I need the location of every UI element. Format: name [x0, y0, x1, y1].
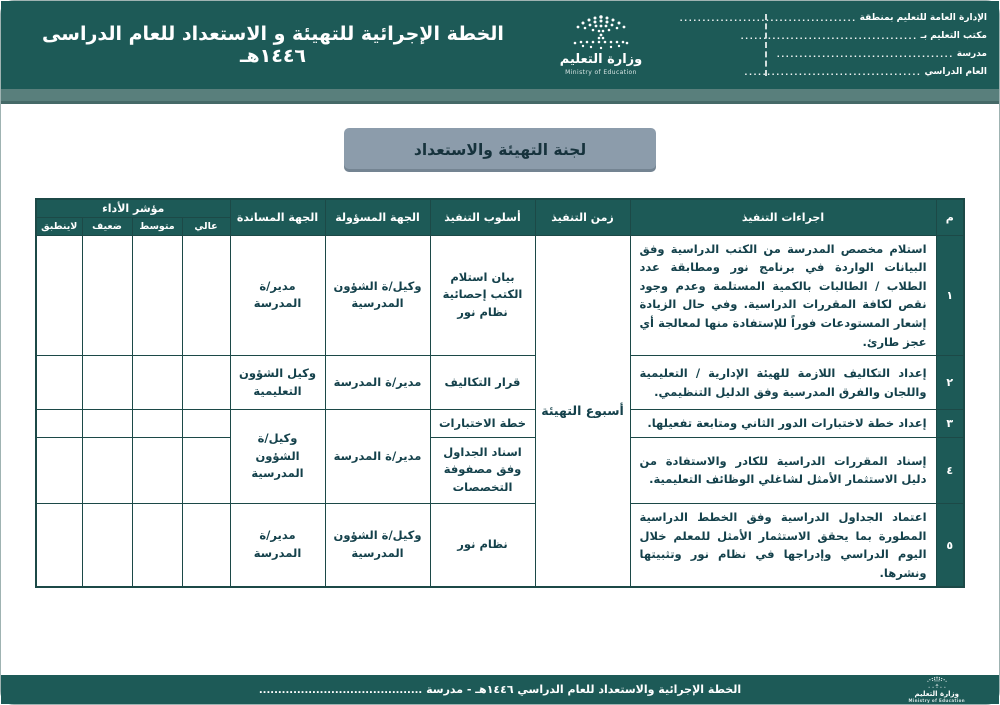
cell-num: ١	[936, 235, 964, 356]
form-field-office	[740, 29, 987, 43]
footer-dotted-line: ...........................................	[258, 685, 423, 696]
indicator-cell-medium	[132, 503, 182, 587]
cell-num: ٣	[936, 410, 964, 438]
field-label: العام الدراسي	[924, 67, 987, 77]
ministry-emblem-icon	[568, 14, 634, 52]
ministry-name-english: Ministry of Education	[565, 68, 637, 76]
header-indicator-weak: ضعيف	[82, 217, 132, 235]
committee-title: لجنة التهيئة والاستعداد	[413, 141, 587, 159]
cell-responsible: وكيل/ة الشؤون المدرسية	[325, 503, 430, 587]
field-dotted-line: .......................................	[744, 67, 922, 77]
cell-method: قرار التكاليف	[430, 356, 535, 410]
cell-supporting: وكيل/ة الشؤون المدرسية	[230, 410, 325, 504]
ministry-logo	[553, 14, 649, 75]
plan-table	[35, 198, 965, 588]
indicator-cell-medium	[132, 410, 182, 438]
cell-method: بيان استلام الكتب إحصائية نظام نور	[430, 235, 535, 356]
header-indicator-high: عالي	[182, 217, 230, 235]
cell-procedures: استلام مخصص المدرسة من الكتب الدراسية وفق البيانات الواردة في برنامج نور ومطابقة عدد الطلاب / الطالبات بالكمية المستلمة وعدم وجود نقص لكافة المقررات الدراسية. وفي حال الزيادة إشعار المستودعات فوراً للإستفادة منها لمعالجة أي عجز طارئ.	[630, 235, 936, 356]
table-row	[36, 503, 964, 587]
footer-ministry-logo	[908, 676, 965, 704]
cell-method: اسناد الجداول وفق مصفوفة التخصصات	[430, 437, 535, 503]
header-num: م	[936, 199, 964, 235]
indicator-cell-medium	[132, 356, 182, 410]
indicator-cell-na	[36, 437, 82, 503]
header-supporting: الجهة المساندة	[230, 199, 325, 235]
header-indicator-medium: متوسط	[132, 217, 182, 235]
cell-num: ٤	[936, 437, 964, 503]
cell-supporting: وكيل الشؤون التعليمية	[230, 356, 325, 410]
header-method: أسلوب التنفيذ	[430, 199, 535, 235]
indicator-cell-weak	[82, 410, 132, 438]
indicator-cell-high	[182, 356, 230, 410]
indicator-cell-na	[36, 503, 82, 587]
header-procedures: اجراءات التنفيذ	[630, 199, 936, 235]
cell-method: خطة الاختبارات	[430, 410, 535, 438]
field-dotted-line: .......................................	[679, 13, 857, 23]
ministry-name-arabic: وزارة التعليم	[559, 52, 643, 68]
cell-responsible: مدير/ة المدرسة	[325, 410, 430, 504]
field-label: مدرسة	[956, 49, 987, 59]
field-dotted-line: .......................................	[740, 31, 918, 41]
table-row	[36, 356, 964, 410]
cell-num: ٥	[936, 503, 964, 587]
footer-title: الخطة الإجرائية والاستعداد للعام الدراسي ١٤٤٦هـ - مدرسة	[426, 683, 742, 696]
header-band	[1, 89, 999, 104]
cell-num: ٢	[936, 356, 964, 410]
indicator-cell-na	[36, 235, 82, 356]
indicator-cell-weak	[82, 356, 132, 410]
header-performance-indicator: مؤشر الأداء	[36, 199, 230, 217]
cell-procedures: إسناد المقررات الدراسية للكادر والاستفادة من دليل الاستثمار الأمثل لشاغلي الوظائف التعليمية.	[630, 437, 936, 503]
indicator-cell-medium	[132, 437, 182, 503]
header-responsible: الجهة المسؤولة	[325, 199, 430, 235]
form-field-region	[679, 11, 987, 25]
document-footer	[1, 675, 999, 704]
indicator-cell-weak	[82, 503, 132, 587]
indicator-cell-high	[182, 437, 230, 503]
indicator-cell-high	[182, 235, 230, 356]
document-header	[1, 1, 999, 89]
form-field-year	[744, 65, 987, 79]
footer-text	[259, 683, 741, 696]
cell-method: نظام نور	[430, 503, 535, 587]
cell-time: أسبوع التهيئة	[535, 235, 630, 587]
indicator-cell-high	[182, 410, 230, 438]
header-time: زمن التنفيذ	[535, 199, 630, 235]
header-form-fields	[679, 11, 987, 79]
field-dotted-line: .......................................	[776, 49, 954, 59]
cell-procedures: إعداد خطة لاختبارات الدور الثاني ومتابعة تفعيلها.	[630, 410, 936, 438]
cell-responsible: مدير/ة المدرسة	[325, 356, 430, 410]
cell-responsible: وكيل/ة الشؤون المدرسية	[325, 235, 430, 356]
ministry-emblem-icon	[924, 676, 950, 691]
indicator-cell-weak	[82, 235, 132, 356]
ministry-name-english: Ministry of Education	[908, 698, 965, 704]
committee-title-box	[344, 128, 656, 172]
indicator-cell-weak	[82, 437, 132, 503]
cell-supporting: مدير/ة المدرسة	[230, 235, 325, 356]
cell-supporting: مدير/ة المدرسة	[230, 503, 325, 587]
form-field-school	[773, 47, 987, 61]
cell-procedures: اعتماد الجداول الدراسية وفق الخطط الدراسية المطورة بما يحقق الاستثمار الأمثل للمعلم خلال اليوم الدراسي وإدراجها في نظام نور وتثبيتها ونشرها.	[630, 503, 936, 587]
indicator-cell-medium	[132, 235, 182, 356]
ministry-name-arabic: وزارة التعليم	[914, 689, 959, 698]
document-title: الخطة الإجرائية للتهيئة و الاستعداد للعام الدراسى ١٤٤٦هـ	[42, 23, 504, 67]
table-row	[36, 437, 964, 503]
cell-procedures: إعداد التكاليف اللازمة للهيئة الإدارية / التعليمية واللجان والفرق المدرسية وفق الدليل التنظيمي.	[630, 356, 936, 410]
indicator-cell-na	[36, 410, 82, 438]
header-indicator-na: لاينطبق	[36, 217, 82, 235]
table-row	[36, 410, 964, 438]
field-label: مكتب التعليم بـ	[920, 31, 987, 41]
indicator-cell-na	[36, 356, 82, 410]
field-label: الإدارة العامة للتعليم بمنطقة	[859, 13, 987, 23]
indicator-cell-high	[182, 503, 230, 587]
table-row	[36, 235, 964, 356]
